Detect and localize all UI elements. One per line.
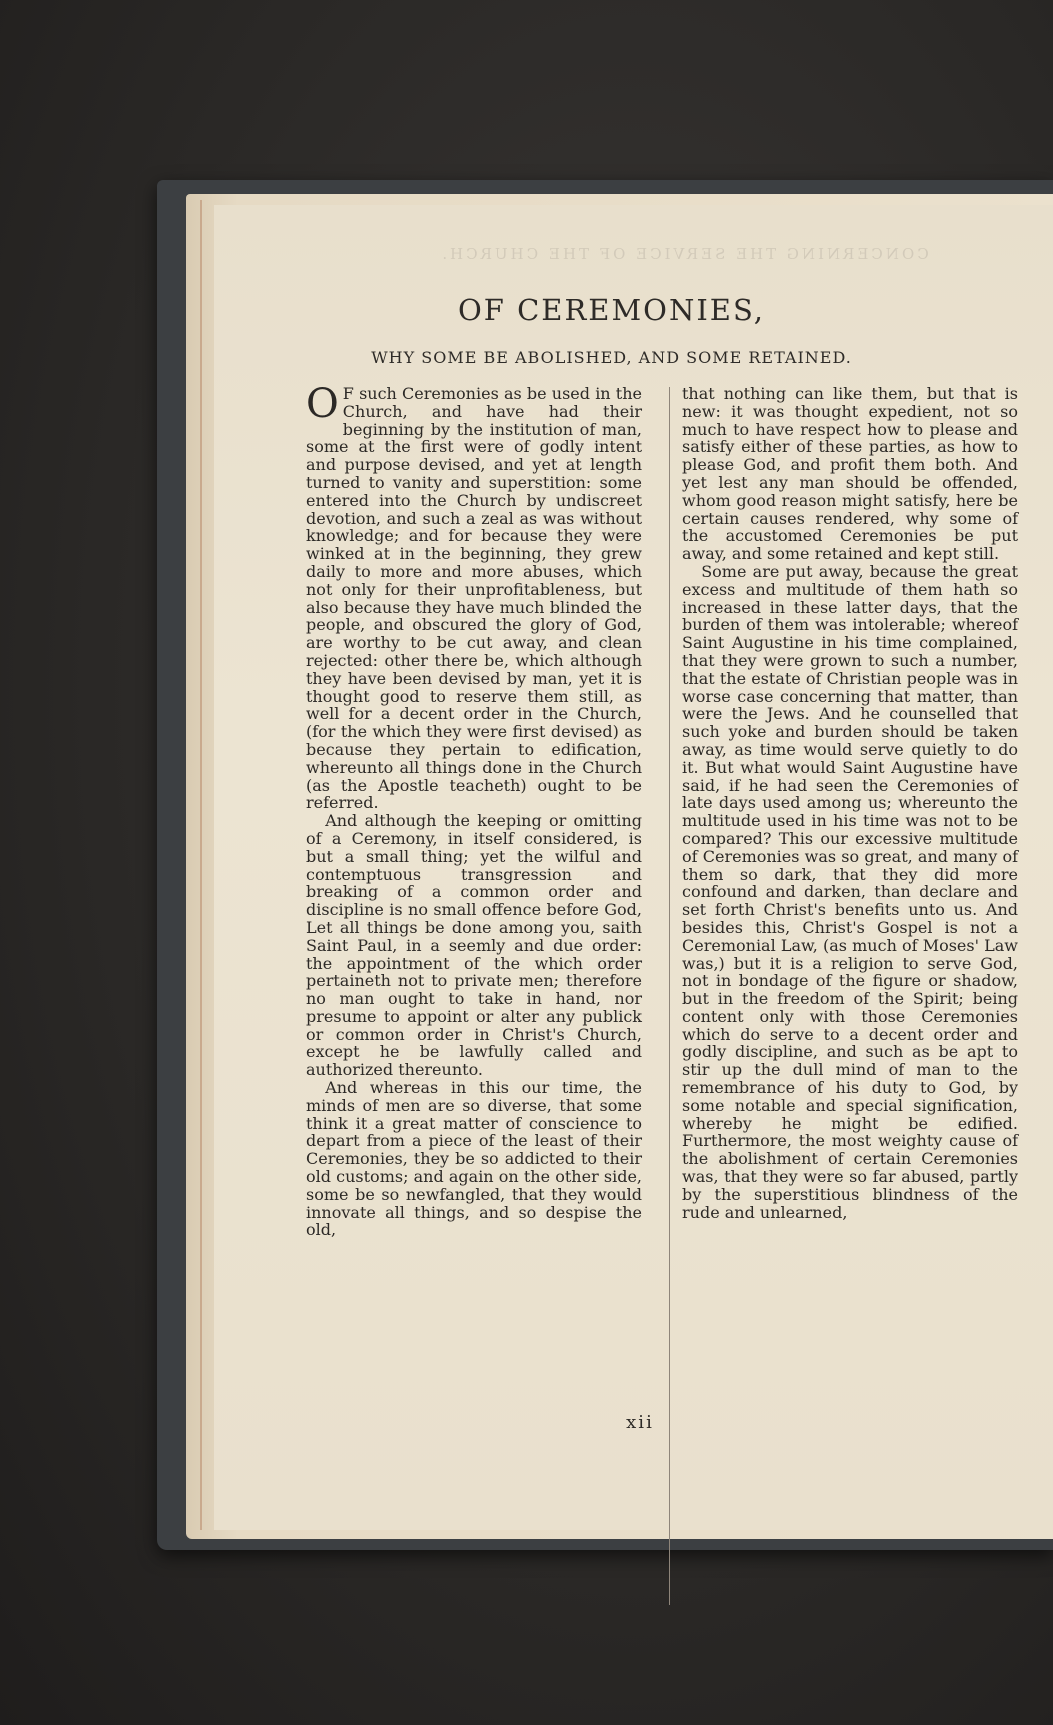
- paragraph-3: And whereas in this our time, the minds of men are so diverse, that some think it a great matter of conscience to depart from a piece of the least of their Ceremonies, they be so addicted to their old customs; and again on the other side, some be so newfangled, that they would innovate all things, and so despise the old,: [306, 1078, 642, 1240]
- right-column: [682, 385, 1018, 1221]
- drop-cap: O: [306, 381, 339, 427]
- paragraph-2: And although the keeping or omitting of a Ceremony, in itself considered, is but a small thing; yet the wilful and contemptuous transgression and breaking of a common order and discipline is no small offence before God, Let all things be done among you, saith Saint Paul, in a seemly and due order: the appointment of the which order pertaineth not to private men; therefore no man ought to take in hand, nor presume to appoint or alter any publick or common order in Christ's Church, except he be lawfully called and authorized thereunto.: [306, 811, 642, 1080]
- page-edge-gilt-line: [200, 200, 202, 1530]
- book-page: [214, 205, 1053, 1530]
- paragraph-4: Some are put away, because the great excess and multitude of them hath so increased in these latter days, that the burden of them was intolerable; whereof Saint Augustine in his time complained, that they were grown to such a number, that the estate of Christian people was in worse case concerning that matter, than were the Jews. And he counselled that such yoke and burden should be taken away, as time would serve quietly to do it. But what would Saint Augustine have said, if he had seen the Ceremonies of late days used among us; whereunto the multitude used in his time was not to be compared? This our excessive multitude of Ceremonies was so great, and many of them so dark, that they did more confound and darken, than declare and set forth Christ's benefits unto us. And besides this, Christ's Gospel is not a Ceremonial Law, (as much of Moses' Law was,) but it is a religion to serve God, not in bondage of the figure or shadow, but in the freedom of the Spirit; being content only with those Ceremonies which do serve to a decent order and godly discipline, and such as be apt to stir up the dull mind of man to the remembrance of his duty to God, by some notable and special signification, whereby he might be edified. Furthermore, the most weighty cause of the abolishment of certain Ceremonies was, that they were so far abused, partly by the superstitious blindness of the rude and unlearned,: [682, 561, 1018, 1222]
- left-column: [306, 381, 642, 1240]
- show-through-text: CONCERNING THE SERVICE OF THE CHURCH.: [439, 245, 929, 263]
- paragraph-1-text: F such Ceremonies as be used in the Church, and have had their beginning by the institution of man, some at the first were of godly intent and purpose devised, and yet at length turned to vanity and superstition: some entered into the Church by undiscreet devotion, and such a zeal as was without knowledge; and for because they were winked at in the beginning, they grew daily to more and more abuses, which not only for their unprofitableness, but also because they have much blinded the people, and obscured the glory of God, are worthy to be cut away, and clean rejected: other there be, which although they have been devised by man, yet it is thought good to reserve them still, as well for a decent order in the Church, (for the which they were first devised) as because they pertain to edification, whereunto all things done in the Church (as the Apostle teacheth) ought to be referred.: [306, 384, 642, 813]
- page-title: OF CEREMONIES,: [458, 293, 765, 327]
- paragraph-3-continued: that nothing can like them, but that is new: it was thought expedient, not so much to have respect how to please and satisfy either of these parties, as how to please God, and profit them both. And yet lest any man should be offended, whom good reason might satisfy, here be certain causes rendered, why some of the accustomed Ceremonies be put away, and some retained and kept still.: [682, 384, 1018, 564]
- paragraph-1: [306, 381, 642, 813]
- page-subtitle: WHY SOME BE ABOLISHED, AND SOME RETAINED.: [371, 348, 852, 367]
- page-number: xii: [626, 1412, 654, 1433]
